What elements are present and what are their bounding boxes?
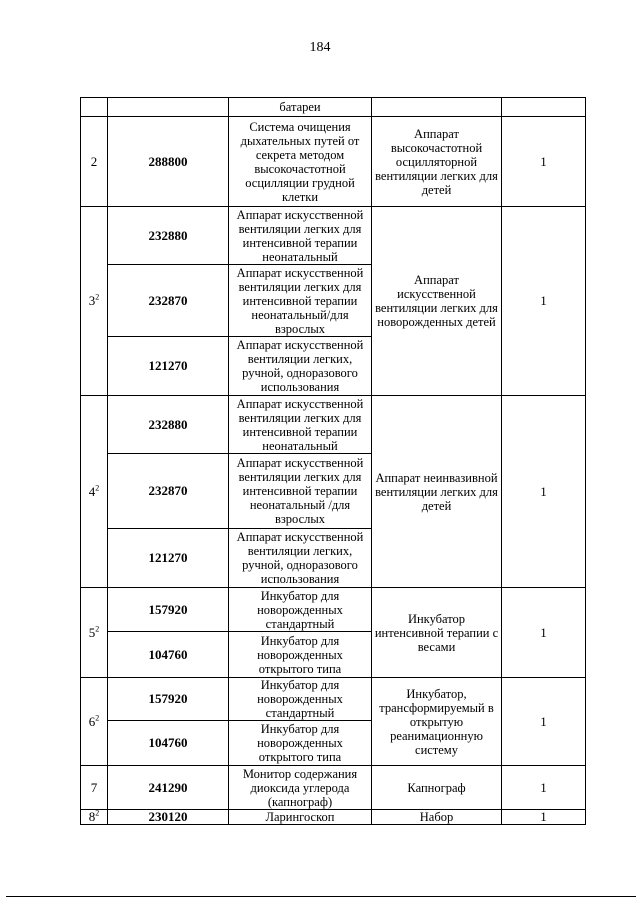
table-row — [81, 117, 586, 207]
code-cell: 104760 — [108, 721, 229, 766]
quantity-cell: 1 — [502, 766, 586, 810]
table-row — [81, 810, 586, 825]
row-number: $5^2$ — [81, 588, 108, 678]
code-cell: 121270 — [108, 337, 229, 396]
name-cell: Аппарат искусственной вентиляции легких для интенсивной терапии неонатальный — [229, 207, 372, 265]
row-number: $8^2$ — [81, 810, 108, 825]
row-number: $3^2$ — [81, 207, 108, 396]
quantity-cell: 1 — [502, 810, 586, 825]
code-cell — [108, 98, 229, 117]
name-cell: батареи — [229, 98, 372, 117]
name-cell: Монитор содержания диоксида углерода (капнограф) — [229, 766, 372, 810]
equipment-cell: Аппарат неинвазивной вентиляции легких для детей — [372, 396, 502, 588]
name-cell: Аппарат искусственной вентиляции легких для интенсивной терапии неонатальный /для взрослых — [229, 454, 372, 529]
name-cell: Инкубатор для новорожденных стандартный — [229, 678, 372, 721]
page-bottom-line — [6, 896, 636, 897]
row-number: 2 — [81, 117, 108, 207]
table-row — [81, 98, 586, 117]
code-cell: 232880 — [108, 207, 229, 265]
code-cell: 104760 — [108, 632, 229, 678]
code-cell: 230120 — [108, 810, 229, 825]
equipment-cell: Капнограф — [372, 766, 502, 810]
name-cell: Аппарат искусственной вентиляции легких для интенсивной терапии неонатальный/для взрослых — [229, 265, 372, 337]
name-cell: Инкубатор для новорожденных открытого типа — [229, 632, 372, 678]
name-cell: Система очищения дыхательных путей от секрета методом высокочастотной осцилляции грудной клетки — [229, 117, 372, 207]
code-cell: 121270 — [108, 529, 229, 588]
equipment-cell: Инкубатор, трансформируемый в открытую реанимационную систему — [372, 678, 502, 766]
quantity-cell: 1 — [502, 396, 586, 588]
code-cell: 232870 — [108, 265, 229, 337]
equipment-cell: Аппарат высокочастотной осцилляторной вентиляции легких для детей — [372, 117, 502, 207]
table-row — [81, 588, 586, 632]
name-cell: Ларингоскоп — [229, 810, 372, 825]
quantity-cell: 1 — [502, 678, 586, 766]
code-cell: 232870 — [108, 454, 229, 529]
row-number: $6^2$ — [81, 678, 108, 766]
quantity-cell: 1 — [502, 117, 586, 207]
quantity-cell — [502, 98, 586, 117]
code-cell: 232880 — [108, 396, 229, 454]
table-row — [81, 207, 586, 265]
code-cell: 157920 — [108, 588, 229, 632]
name-cell: Инкубатор для новорожденных открытого типа — [229, 721, 372, 766]
name-cell: Аппарат искусственной вентиляции легких для интенсивной терапии неонатальный — [229, 396, 372, 454]
row-number: 7 — [81, 766, 108, 810]
table-row — [81, 678, 586, 721]
code-cell: 241290 — [108, 766, 229, 810]
table-row — [81, 766, 586, 810]
equipment-table — [80, 97, 586, 825]
equipment-cell: Аппарат искусственной вентиляции легких для новорожденных детей — [372, 207, 502, 396]
page-number: 184 — [309, 40, 331, 55]
table-row — [81, 396, 586, 454]
equipment-cell — [372, 98, 502, 117]
name-cell: Аппарат искусственной вентиляции легких, ручной, одноразового использования — [229, 337, 372, 396]
equipment-cell: Набор — [372, 810, 502, 825]
code-cell: 288800 — [108, 117, 229, 207]
equipment-cell: Инкубатор интенсивной терапии с весами — [372, 588, 502, 678]
code-cell: 157920 — [108, 678, 229, 721]
quantity-cell: 1 — [502, 207, 586, 396]
name-cell: Аппарат искусственной вентиляции легких, ручной, одноразового использования — [229, 529, 372, 588]
row-number: $4^2$ — [81, 396, 108, 588]
row-number — [81, 98, 108, 117]
quantity-cell: 1 — [502, 588, 586, 678]
name-cell: Инкубатор для новорожденных стандартный — [229, 588, 372, 632]
